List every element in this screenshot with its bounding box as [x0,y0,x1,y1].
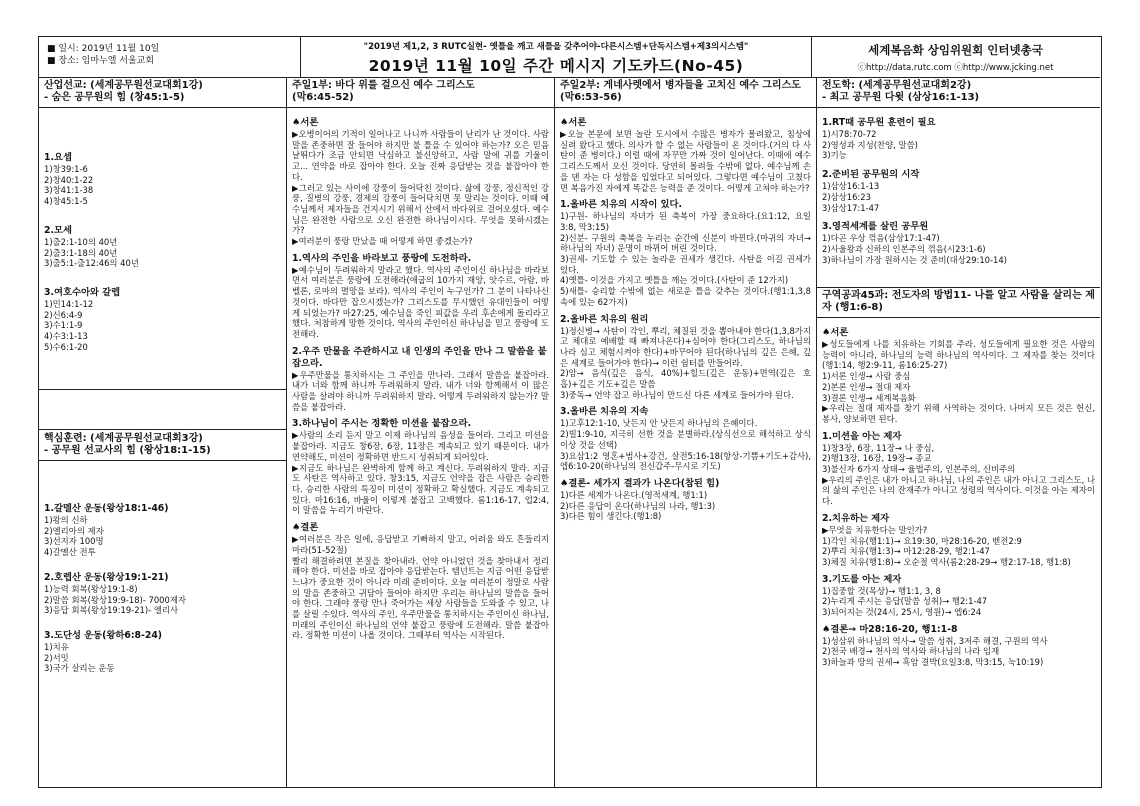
paragraph-heading: 2.올바른 치유의 원리 [560,313,649,325]
card-header [39,37,1100,78]
paragraph: 1)창3장, 6장, 11장→ 나 중심, [822,442,935,453]
section-line: 1)창39:1-6 [44,164,88,174]
column-sermon-2 [555,77,817,787]
org-urls: ⓒhttp://data.rutc.com ⓒhttp://www.jcking.net [857,63,1054,73]
section-line: 3)하나님이 가장 원하시는 것 준비(대상29:10-14) [822,254,1007,265]
column-sermon-1 [287,77,555,787]
paragraph: ▶우리는 절대 제자를 찾기 위해 사역하는 것이다. 나머지 모든 것은 헌신, 봉사, 양보하면 된다. [822,403,1095,424]
paragraph: ▶우리의 주인은 내가 아니고 하나님, 나의 주인은 내가 아니고 그리스도, 나의 삶의 주인은 나의 잔재주가 아니고 성령의 역사이다. 이것을 아는 제자이다. [822,474,1096,507]
paragraph: 1)고후12:1-10, 낫든지 안 낫든지 하나님의 은혜이다. [560,418,758,429]
section-title: 2.호렙산 운동(왕상19:1-21) [44,571,169,583]
paragraph: 1)다른 세계가 나온다.(영적세계, 행1:1) [560,489,708,500]
paragraph-heading: 1.미션을 아는 제자 [822,430,902,442]
paragraph: 4)옛틀- 이것을 가지고 옛틀을 깨는 것이다.(사탄이 준 12가지) [560,275,789,286]
section-line: 3)창41:1-38 [44,185,94,196]
evangelism-section [817,77,1100,288]
paragraph: 1)서론 인생→ 사람 중심 [822,371,911,382]
paragraph: 2)본론 인생→ 절대 제자 [822,381,911,392]
paragraph-heading: 1.올바른 치유의 시작이 있다. [560,199,683,211]
paragraph-heading: 1.역사의 주인을 바라보고 풍랑에 도전하라. [292,252,472,264]
paragraph: 1)정신병→ 사탄이 각인, 뿌리, 체질된 것을 뽑아내야 한다(1,3,8가지고 체대로 예배할 때 빠져나온다)+심어야 한다(그리스도, 하나님의 나라 심고 체험시켜야 한다)+바꾸어야 된다(하나님의 깊은 은혜, 깊은 세계로 들어가야 한다)→ 이런 쉼터를 만들어라. [560,325,811,368]
header-info [39,37,301,77]
paragraph: 3)되어지는 것(24시, 25시, 영원)→ 엡6:24 [822,607,982,618]
section-line: 2)말씀 회복(왕상19:9-18)- 7000제자 [44,594,186,605]
section-line: 1)능력 회복(왕상19:1-8) [44,583,138,594]
section-title: 2.준비된 공무원의 시작 [822,169,920,181]
section-line: 2)엘리아의 제자 [44,525,104,536]
section-line: 2)사울왕과 신하의 인본주의 꺾음(시23:1-6) [822,243,986,254]
core-training-section [39,429,287,677]
paragraph: ▶우주만물을 통치하시는 그 주인을 만나라. 그래서 말씀을 붙잡아라. 내가 너와 함께 하니까 두려워하지 말라. 내가 너와 함께해서 이 많은 사람을 살려야 하니까 두려워하지 말라. 어떻게 두려워하지 않는가? 말씀을 붙잡아라. [292,369,549,412]
date-line: ■ 일시: 2019년 11월 10일 [47,44,160,54]
section-line: 2)영성과 지성(찬양, 말씀) [822,139,918,150]
column-industrial-mission [39,77,287,787]
paragraph-heading: 3.하나님이 주시는 정확한 미션을 붙잡으라. [292,418,472,430]
paragraph: ▶사람의 소리 듣지 말고 이제 하나님의 음성을 들어라. 그리고 미션을 붙잡아라. 지금도 창6장, 6장, 11장은 계속되고 있기 때문이다. 내가 연약해도, 미션이 정확하면 반드시 성취되게 되어있다. [292,430,549,462]
section-line: 4)창45:1-5 [44,196,88,207]
paragraph-heading: ♠서론 [822,327,849,338]
prayer-card [38,36,1102,788]
section-line: 1)왕의 신하 [44,515,88,525]
sermon-1-body [287,108,554,644]
paragraph: ▶무엇을 치유한다는 말인가? [822,524,928,535]
section-line: 3)출5:1-출12:46의 40년 [44,258,139,269]
group-lesson-heading: 구역공과45과: 전도자의 방법11- 나를 알고 사람을 살리는 제자 (행1:6-8) [817,287,1100,318]
paragraph-heading: 2.치유하는 제자 [822,512,890,524]
paragraph-heading: ♠서론 [292,117,319,128]
section-title: 3.여호수아와 갈렙 [44,286,121,298]
paragraph: 3)권세- 기도할 수 있는 놀라운 권세가 생긴다. 사탄을 이길 권세가 있다. [560,254,811,275]
paragraph-heading: ♠서론 [560,117,587,128]
section-line: 4)갈멜산 전투 [44,547,96,558]
paragraph: 2)뿌리 치유(행1:3)→ 마12:28-29, 행2:1-47 [822,546,990,557]
core-training-heading: 핵심훈련: (세계공무원선교대회3강) - 공무원 선교사의 힘 (왕상18:1-15) [39,430,287,461]
section-line: 3)삼상17:1-47 [822,202,880,213]
paragraph-heading: ♠결론- 세가지 결과가 나온다(참된 힘) [560,477,720,489]
paragraph: 2)천국 배경→ 천사의 역사와 하나님의 나라 임재 [822,646,1000,657]
section-line: 3)기능 [822,150,847,161]
header-subtitle: "2019년 제1,2, 3 RUTC실현- 옛틀을 깨고 새틀을 갖추어야-다른시스템+단독시스템+제3의시스템" [363,42,749,52]
paragraph-heading: ♠결론→ 마28:16-20, 행1:1-8 [822,623,958,635]
paragraph: ▶예수님이 두려워하지 말라고 했다. 역사의 주인이신 하나님을 바라보면서 여러분은 풍랑에 도전해라(애굽의 10가지 재앙, 앗수르, 아람, 바벨론, 로마의 멸망을 보라). 역사의 주인이 누구인가? 그 분이 나타나신 것이다. 바다만 잡으시겠는가? 그리스도를 무시했던 유대인들이 어떻게 되었는가? 마27:25, 예수님을 죽인 피값을 우리 후손에게 돌리라고 했다. 처참하게 망한 것이다. 역사의 주인이신 하나님을 믿고 풍랑에 도전해라. [292,264,549,339]
paragraph: ▶성도들에게 나를 치유하는 기회를 주라. 성도들에게 필요한 것은 사람의 능력이 아니라, 하나님의 능력 하나님의 역사이다. 그 제자를 찾는 것이다(행1:14, 행2:9-11, 롬16:25-27) [822,339,1095,371]
paragraph: 3)다른 힘이 생긴다.(행1:8) [560,511,662,522]
industrial-mission-body [39,108,287,355]
section-line: 3)수1:1-9 [44,320,83,331]
section-line: 1)민14:1-12 [44,298,94,309]
section-line: 3)국가 살리는 운동 [44,663,115,674]
sermon-2-heading: 주일2부: 게네사렛에서 병자들을 고치신 예수 그리스도 (막6:53-56) [555,77,816,108]
paragraph-heading: 3.기도를 아는 제자 [822,573,902,585]
paragraph: 3)하늘과 땅의 권세→ 흑암 결박(요일3:8, 막3:15, 눅10:19) [822,657,1044,668]
paragraph: ▶여러분이 풍랑 만났을 때 어떻게 하면 좋겠는가? [292,236,473,247]
section-title: 2.모세 [44,224,72,236]
paragraph: 2)다른 응답이 온다(하나님의 나라, 행1:3) [560,500,716,511]
paragraph: 3)결론 인생→ 세계복음화 [822,392,916,403]
paragraph: 1)각인 치유(행1:1)→ 요19:30, 마28:16-20, 벧전2:9 [822,535,1022,546]
paragraph: 1)집중할 것(목상)→ 행1:1, 3, 8 [822,585,941,596]
section-line: 2)신6:4-9 [44,309,83,320]
section-line: 4)수3:1-13 [44,331,88,342]
paragraph: 2)빌1:9-10, 지극히 선한 것을 분별하라.(상식선으로 해석하고 상식 이상 것을 선택) [560,429,811,450]
paragraph-heading: ♠결론 [292,522,319,534]
section-title: 1.갈멜산 운동(왕상18:1-46) [44,503,169,514]
paragraph: ▶그러고 있는 사이에 강풍이 들어닥친 것이다. 삶에 강풍, 정신적인 강풍, 질병의 강풍, 경제의 강풍이 들어닥치면 못 말리는 것이다. 이때 예수님께서 제자들을 건지시기 위해서 산에서 바다위로 걸어오셨다. 예수님은 완전한 사람으로 오신 완전한 하나님이시다. 무엇을 못하시겠는가? [292,182,549,236]
section-line: 5)수6:1-20 [44,341,88,352]
paragraph: 3)중독→ 언약 잡고 하나님이 만드신 다른 세계로 들어가야 된다. [560,389,794,400]
paragraph-heading: 3.올바른 치유의 지속 [560,406,649,418]
column-evangelism [817,77,1100,787]
paragraph: 2)누리게 주시는 응답(말씀 성취)→ 행2:1-47 [822,596,988,607]
section-line: 3)선지자 100명 [44,536,104,547]
paragraph: ▶여러분은 작은 일에, 응답받고 기뻐하지 말고, 어려움 와도 흔들리지 마라(51-52절) [292,534,549,555]
group-lesson-section [817,287,1100,671]
section-line: 2)서밋 [44,652,69,663]
section-line: 1)삼상16:1-13 [822,181,880,192]
paragraph-heading: 2.우주 만물을 주관하시고 내 인생의 주인을 만나 그 말씀을 붙잡으라. [292,345,547,369]
paragraph: 3)불신자 6가지 상태→ 율법주의, 인본주의, 신비주의 [822,464,1016,475]
section-line: 2)삼상16:23 [822,191,871,202]
industrial-mission-heading: 산업선교: (세계공무원선교대회1강) - 숨은 공무원의 힘 (창45:1-5) [39,77,287,108]
page-title: 2019년 11월 10일 주간 메시지 기도카드(No-45) [368,57,744,75]
paragraph: 2)암→ 음식(깊은 음식, 40%)+힐드(깊은 운동)+면역(깊은 호흡)+깊은 기도+깊은 말씀 [560,368,811,390]
industrial-mission-section [39,77,287,390]
section-line: 1)시78:70-72 [822,129,877,139]
sermon-1-heading: 주일1부: 바다 위를 걸으신 예수 그리스도 (막6:45-52) [287,77,554,108]
paragraph: 5)새틀- 승리할 수밖에 없는 새로운 틀을 갖추는 것이다.(행1:1,3,8속에 있는 62가지) [560,286,811,307]
place-line: ■ 장소: 임마누엘 서울교회 [47,56,155,66]
core-training-body [39,461,287,677]
evangelism-body [817,108,1100,268]
header-title-block [301,37,812,77]
org-name: 세계복음화 상임위원회 인터넷총국 [868,43,1043,57]
section-title: 3.영적세계를 살린 공무원 [822,221,929,233]
evangelism-heading: 전도학: (세계공무원선교대회2강) - 최고 공무원 다윗 (삼상16:1-13) [817,77,1100,108]
paragraph: 2)행13장, 16장, 19장→ 종교 [822,453,932,464]
section-line: 1)출2:1-10의 40년 [44,236,118,247]
paragraph: 3)요삼1:2 영혼+범사+강건, 살전5:16-18(항상-기쁨+기도+감사), 엡6:10-20(하나님의 전신갑주-무시로 기도) [560,450,811,472]
header-org [811,37,1100,77]
paragraph: 빨리 해결하려면 본질을 찾아내라. 언약 아니었던 것을 찾아내서 정리해야 한다. 미션을 바로 잡아야 응답받는다. 템넌트는 지금 어떤 응답받느냐가 중요한 것이 아니라 미래 준비이다. 오늘 여러분이 정말로 사람의 말을 존중하고 귀담아 들어야 하지만 우리는 하나님의 말씀을 들어야 한다. 그래야 풍랑 만나 죽어가는 세상 사람들을 도와줄 수 있고, 나를 살릴 수있다. 역사의 주인, 우주만물을 통치하시는 주인이신 하나님, 미래의 주인이신 하나님의 언약 붙잡고 풍랑에 도전해라. 말씀 붙잡아라. 정확한 미션이 나올 것이다. 그때부터 역사는 시작된다. [292,555,549,641]
section-title: 3.도단성 운동(왕하6:8-24) [44,629,163,641]
paragraph: 1)구원- 하나님의 자녀가 된 축복이 가장 중요하다.(요1:12, 요일3:8, 막3:15) [560,211,811,232]
group-lesson-body [817,318,1100,671]
sermon-2-body [555,108,816,525]
section-line: 1)치유 [44,641,69,652]
paragraph: ▶오병이어의 기적이 일어나고 나니까 사람들이 난리가 난 것이다. 사람 말을 존중하면 잘 들어야 하지만 불 틀을 수 있어야 하는가? 오은 믿음 날뛰다가 조금 안되면 낙심하고 불신앙하고, 사람 말에 귀를 기울이고... 연약을 바로 잡아야 한다. 오늘 진짜 응답받는 것을 붙잡아야 한다. [292,129,549,182]
paragraph: 1)성삼위 하나님의 역사→ 말씀 성취, 3저주 해결, 구원의 역사 [822,635,1048,646]
section-line: 2)창40:1-22 [44,174,94,185]
paragraph: 2)신분- 구원의 축복을 누리는 순간에 신분이 바뀐다.(마귀의 자녀→ 하나님의 자녀) 운명이 바뀌어 버린 것이다. [560,232,811,254]
section-title: 1.요셉 [44,152,72,163]
paragraph: ▶오늘 본문에 보면 놀란 도시에서 수많은 병자가 몰려왔고, 침상에 실려 왔다고 했다. 의사가 할 수 없는 사람들이 온 것이다.(거의 다 사탄이 준 병이다.) 이럴 때에 자꾸만 가짜 것이 일어난다. 이때에 예수 그리스도께서 오신 것이다. 당연히 몰려들 수밖에 없다. 예수님께 손을 댄 자는 다 성함을 입었다고 되어있다. 그렇다면 예수님이 고쳤다면 복음가진 자에게 똑같은 능력을 준 것이다. 어떻게 고쳐야 하는가? [560,129,811,193]
section-line: 1)다곤 우상 꺾음(삼상17:1-47) [822,233,940,244]
section-line: 3)응답 회복(왕상19:19-21)- 엘리사 [44,605,179,616]
section-line: 2)출3:1-18의 40년 [44,247,118,258]
paragraph: ▶지금도 하나님은 완벽하게 함께 하고 계신다. 두려워하지 말라. 지금도 사탄은 역사하고 있다. 창3:15, 지금도 언약을 잡은 사람은 승리한다. 승리한 사람의 특징이 미션이 정확하고 확실했다. 지금도 계속되고 있다. 마16:16, 바울이 이렇게 붙잡고 고백했다. 롬1:16-17, 업2:4, 이 말씀을 누리기 바란다. [292,462,549,516]
section-title: 1.RT때 공무원 훈련이 필요 [822,117,936,128]
paragraph: 3)체질 치유(행1:8)→ 오순절 역사(롬2:28-29→ 행2:17-18, 행1:8) [822,556,1071,567]
